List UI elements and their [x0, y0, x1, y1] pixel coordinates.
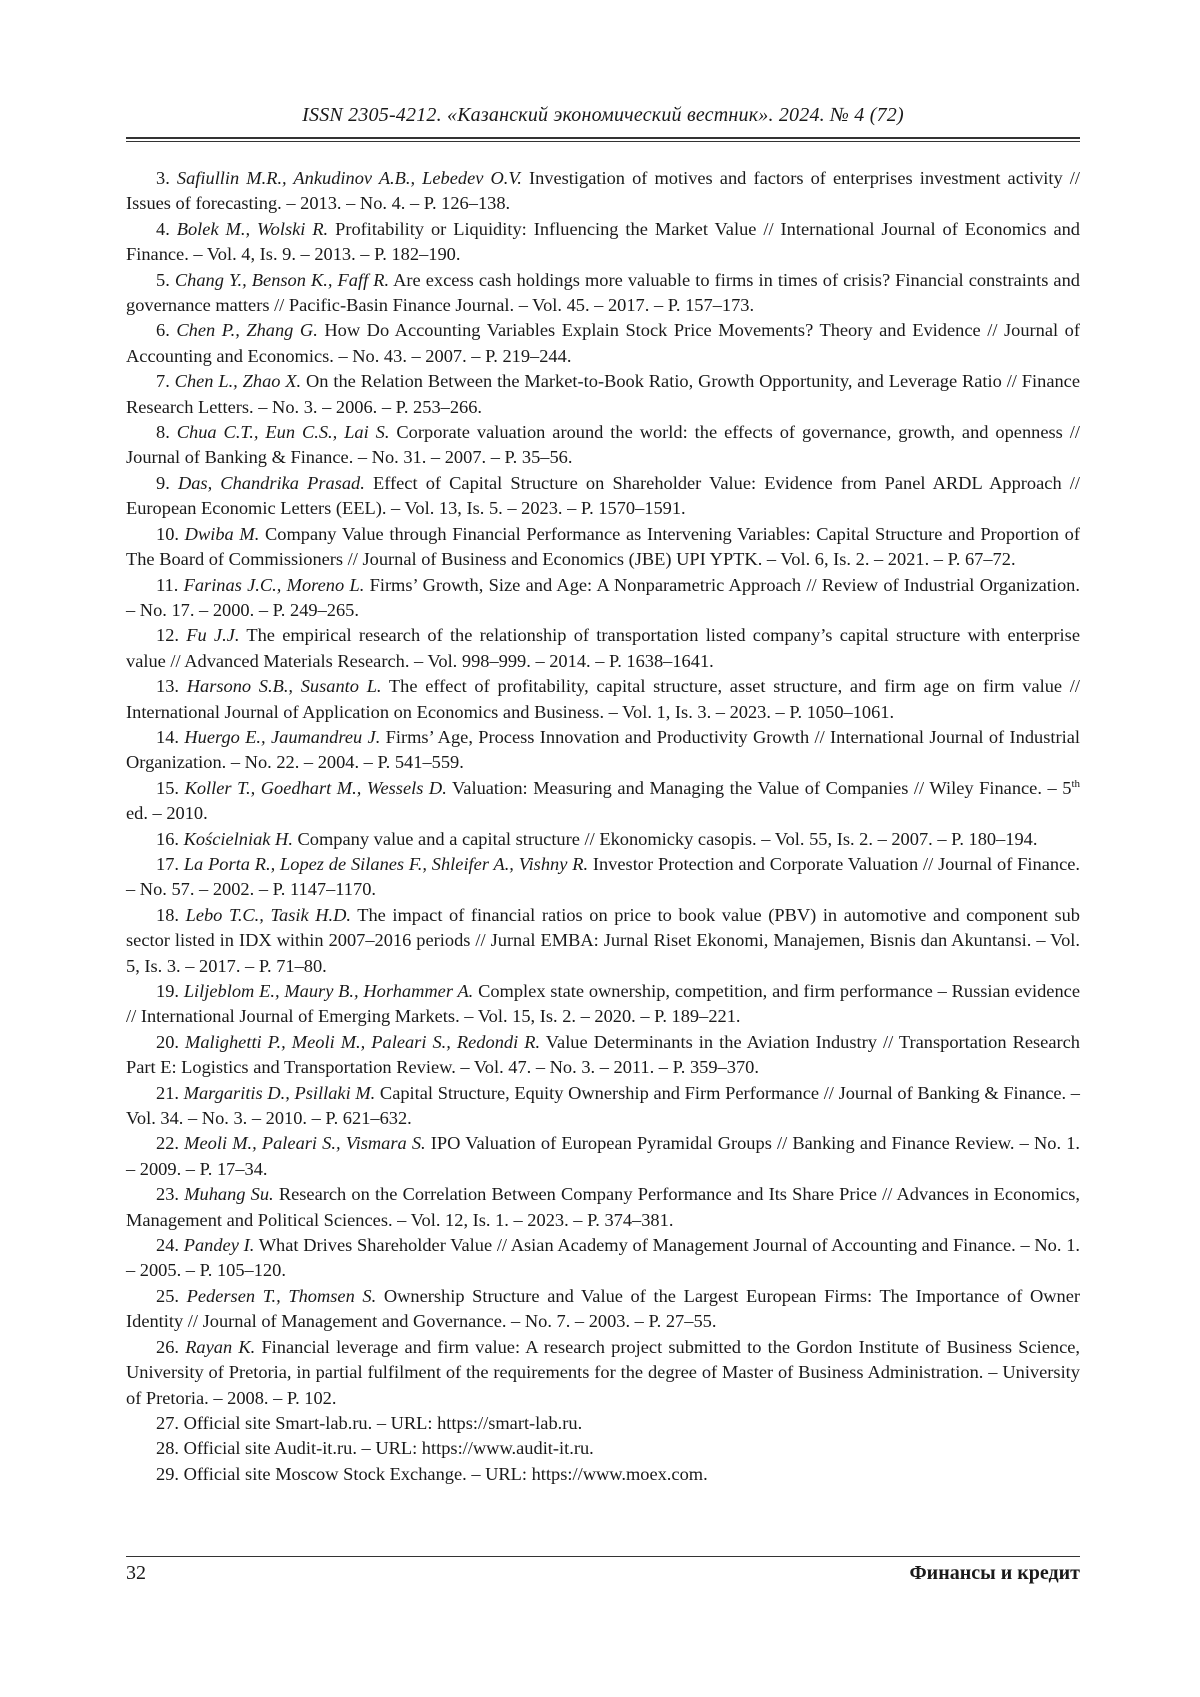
reference-text: Are excess cash holdings more valuable to firms in times of crisis? Financial constraints and governance matters // Pacific-Basin Finance Journal. – Vol. 45. – 2017. – P. 157–173. — [126, 269, 1080, 316]
reference-text: The empirical research of the relationship of transportation listed company’s capital structure with enterprise value // Advanced Materials Research. – Vol. 998–999. – 2014. – P. 1638–1641. — [126, 625, 1080, 671]
header-rule-thin — [126, 141, 1080, 142]
reference-list — [126, 166, 1080, 1487]
reference-authors: Chang Y., Benson K., Faff R. — [174, 269, 390, 290]
reference-number: 12. — [156, 625, 179, 646]
reference-authors: Harsono S.B., Susanto L. — [186, 676, 382, 697]
reference-authors: Pedersen T., Thomsen S. — [186, 1285, 377, 1306]
reference-item — [126, 217, 1080, 268]
reference-item — [126, 776, 1080, 827]
reference-authors: Rayan K. — [185, 1336, 256, 1357]
reference-number: 5. — [156, 269, 170, 290]
reference-number: 29. — [156, 1463, 179, 1484]
reference-item — [126, 979, 1080, 1030]
reference-number: 11. — [156, 574, 179, 595]
reference-authors: Safiullin M.R., Ankudinov A.B., Lebedev O.V. — [176, 168, 522, 188]
reference-authors: Kościelniak H. — [183, 828, 293, 849]
reference-text: What Drives Shareholder Value // Asian Academy of Management Journal of Accounting and Finance. – No. 1. – 2005. – P. 105–120. — [126, 1235, 1080, 1281]
reference-authors: Chen L., Zhao X. — [174, 371, 302, 392]
reference-item — [126, 573, 1080, 624]
reference-text: The impact of financial ratios on price to book value (PBV) in automotive and component sub sector listed in IDX within 2007–2016 periods // Jurnal EMBA: Jurnal Riset Ekonomi, Manajemen, Bisnis dan Akuntansi. – Vol. 5, Is. 3. – 2017. – P. 71–80. — [126, 904, 1080, 976]
reference-item — [126, 623, 1080, 674]
reference-item — [126, 1233, 1080, 1284]
reference-item — [126, 471, 1080, 522]
reference-item — [126, 725, 1080, 776]
reference-item — [126, 166, 1080, 217]
reference-item — [126, 1182, 1080, 1233]
reference-number: 13. — [156, 676, 179, 697]
reference-number: 26. — [156, 1336, 179, 1357]
reference-text: Research on the Correlation Between Company Performance and Its Share Price // Advances in Economics, Management and Political Sciences. – Vol. 12, Is. 1. – 2023. – P. 374–381. — [126, 1184, 1080, 1230]
reference-text: Official site Moscow Stock Exchange. – URL: https://www.moex.com. — [183, 1463, 708, 1484]
reference-authors: La Porta R., Lopez de Silanes F., Shleifer A., Vishny R. — [183, 853, 589, 874]
reference-text: Company Value through Financial Performance as Intervening Variables: Capital Structure and Proportion of The Board of Commissioners // Journal of Business and Economics (JBE) UPI YPTK. – Vol. 6, Is. 2. – 2021. – P. 67–72. — [126, 523, 1080, 570]
reference-number: 8. — [156, 422, 170, 443]
reference-number: 23. — [156, 1184, 179, 1205]
reference-text: Financial leverage and firm value: A research project submitted to the Gordon Institute of Business Science, University of Pretoria, in partial fulfilment of the requirements for the degree of Master of Business Administration. – University of Pretoria. – 2008. – P. 102. — [126, 1336, 1080, 1408]
reference-number: 25. — [156, 1285, 179, 1306]
reference-authors: Liljeblom E., Maury B., Horhammer A. — [183, 981, 474, 1001]
reference-number: 20. — [156, 1031, 179, 1052]
reference-item — [126, 522, 1080, 573]
reference-authors: Chua C.T., Eun C.S., Lai S. — [176, 422, 390, 443]
reference-number: 3. — [156, 168, 170, 188]
reference-authors: Farinas J.C., Moreno L. — [183, 574, 365, 595]
reference-item — [126, 420, 1080, 471]
reference-number: 22. — [156, 1133, 179, 1154]
reference-number: 24. — [156, 1235, 179, 1256]
reference-text: Corporate valuation around the world: the effects of governance, growth, and openness // Journal of Banking & Finance. – No. 31. – 2007. – P. 35–56. — [126, 422, 1080, 468]
reference-authors: Pandey I. — [183, 1235, 255, 1256]
reference-text: On the Relation Between the Market-to-Book Ratio, Growth Opportunity, and Leverage Ratio // Finance Research Letters. – No. 3. – 2006. – P. 253–266. — [126, 371, 1080, 417]
reference-text: Effect of Capital Structure on Shareholder Value: Evidence from Panel ARDL Approach // European Economic Letters (EEL). – Vol. 13, Is. 5. – 2023. – P. 1570–1591. — [126, 472, 1080, 519]
reference-superscript: th — [1071, 777, 1081, 790]
reference-text: Firms’ Age, Process Innovation and Productivity Growth // International Journal of Industrial Organization. – No. 22. – 2004. – P. 541–559. — [126, 726, 1080, 773]
reference-number: 16. — [156, 828, 179, 849]
reference-text: How Do Accounting Variables Explain Stock Price Movements? Theory and Evidence // Journal of Accounting and Economics. – No. 43. – 2007. – P. 219–244. — [126, 320, 1080, 366]
reference-number: 9. — [156, 472, 170, 493]
reference-text: Value Determinants in the Aviation Industry // Transportation Research Part E: Logistics and Transportation Review. – Vol. 47. – No. 3. – 2011. – P. 359–370. — [126, 1031, 1080, 1078]
reference-item — [126, 369, 1080, 420]
reference-text: Valuation: Measuring and Managing the Value of Companies // Wiley Finance. – 5 — [446, 777, 1072, 798]
header-rule-thick — [126, 137, 1080, 139]
reference-item — [126, 827, 1080, 852]
reference-number: 28. — [156, 1438, 179, 1459]
reference-text: Official site Smart-lab.ru. – URL: https://smart-lab.ru. — [183, 1412, 583, 1433]
reference-item — [126, 318, 1080, 369]
reference-item — [126, 1462, 1080, 1487]
reference-item — [126, 1436, 1080, 1461]
reference-number: 6. — [156, 320, 170, 341]
reference-item — [126, 1335, 1080, 1411]
reference-text-tail: ed. – 2010. — [126, 803, 208, 824]
reference-number: 4. — [156, 218, 170, 239]
reference-item — [126, 852, 1080, 903]
footer-rule — [126, 1556, 1080, 1557]
reference-item — [126, 1131, 1080, 1182]
reference-text: The effect of profitability, capital structure, asset structure, and firm age on firm value // International Journal of Application on Economics and Business. – Vol. 1, Is. 3. – 2023. – P. 1050–1061. — [126, 676, 1081, 722]
reference-item — [126, 674, 1080, 725]
reference-number: 15. — [156, 777, 179, 798]
reference-number: 19. — [156, 981, 179, 1001]
reference-authors: Muhang Su. — [184, 1184, 274, 1205]
reference-authors: Dwiba M. — [184, 523, 260, 544]
reference-item — [126, 1030, 1080, 1081]
reference-authors: Lebo T.C., Tasik H.D. — [185, 904, 351, 925]
reference-number: 18. — [156, 904, 179, 925]
reference-text: Capital Structure, Equity Ownership and Firm Performance // Journal of Banking & Finance. – Vol. 34. – No. 3. – 2010. – P. 621–632. — [126, 1082, 1080, 1129]
reference-authors: Das, Chandrika Prasad. — [177, 472, 365, 493]
reference-number: 27. — [156, 1412, 179, 1433]
reference-authors: Huergo E., Jaumandreu J. — [184, 726, 381, 747]
reference-item — [126, 1284, 1080, 1335]
reference-text: Official site Audit-it.ru. – URL: https://www.audit-it.ru. — [183, 1438, 594, 1459]
page-number: 32 — [126, 1562, 146, 1584]
reference-text: Complex state ownership, competition, and firm performance – Russian evidence // International Journal of Emerging Markets. – Vol. 15, Is. 2. – 2020. – P. 189–221. — [126, 981, 1080, 1027]
running-header: ISSN 2305-4212. «Казанский экономический вестник». 2024. № 4 (72) — [302, 104, 904, 126]
reference-authors: Malighetti P., Meoli M., Paleari S., Redondi R. — [185, 1031, 541, 1052]
reference-number: 17. — [156, 853, 179, 874]
reference-number: 14. — [156, 726, 179, 747]
reference-number: 21. — [156, 1082, 179, 1103]
reference-text: Investigation of motives and factors of enterprises investment activity // Issues of forecasting. – 2013. – No. 4. – P. 126–138. — [126, 168, 1080, 214]
reference-authors: Bolek M., Wolski R. — [176, 218, 329, 239]
reference-authors: Meoli M., Paleari S., Vismara S. — [184, 1133, 426, 1154]
reference-authors: Margaritis D., Psillaki M. — [183, 1082, 376, 1103]
reference-text: Investor Protection and Corporate Valuation // Journal of Finance. – No. 57. – 2002. – P. 1147–1170. — [126, 853, 1080, 900]
reference-item — [126, 1411, 1080, 1436]
journal-section: Финансы и кредит — [909, 1562, 1080, 1584]
reference-item — [126, 1081, 1080, 1132]
reference-text: Firms’ Growth, Size and Age: A Nonparametric Approach // Review of Industrial Organization. – No. 17. – 2000. – P. 249–265. — [126, 574, 1080, 620]
reference-text: IPO Valuation of European Pyramidal Groups // Banking and Finance Review. – No. 1. – 2009. – P. 17–34. — [126, 1133, 1080, 1179]
reference-text: Company value and a capital structure // Ekonomicky casopis. – Vol. 55, Is. 2. – 2007. – P. 180–194. — [292, 828, 1038, 849]
reference-authors: Chen P., Zhang G. — [176, 320, 318, 341]
reference-authors: Koller T., Goedhart M., Wessels D. — [184, 777, 447, 798]
reference-item — [126, 268, 1080, 319]
reference-text: Profitability or Liquidity: Influencing the Market Value // International Journal of Economics and Finance. – Vol. 4, Is. 9. – 2013. – P. 182–190. — [126, 218, 1080, 265]
reference-authors: Fu J.J. — [186, 625, 240, 646]
reference-number: 7. — [156, 371, 170, 392]
reference-text: Ownership Structure and Value of the Largest European Firms: The Importance of Owner Identity // Journal of Management and Governance. – No. 7. – 2003. – P. 27–55. — [126, 1285, 1081, 1332]
reference-item — [126, 903, 1080, 979]
reference-number: 10. — [156, 523, 179, 544]
